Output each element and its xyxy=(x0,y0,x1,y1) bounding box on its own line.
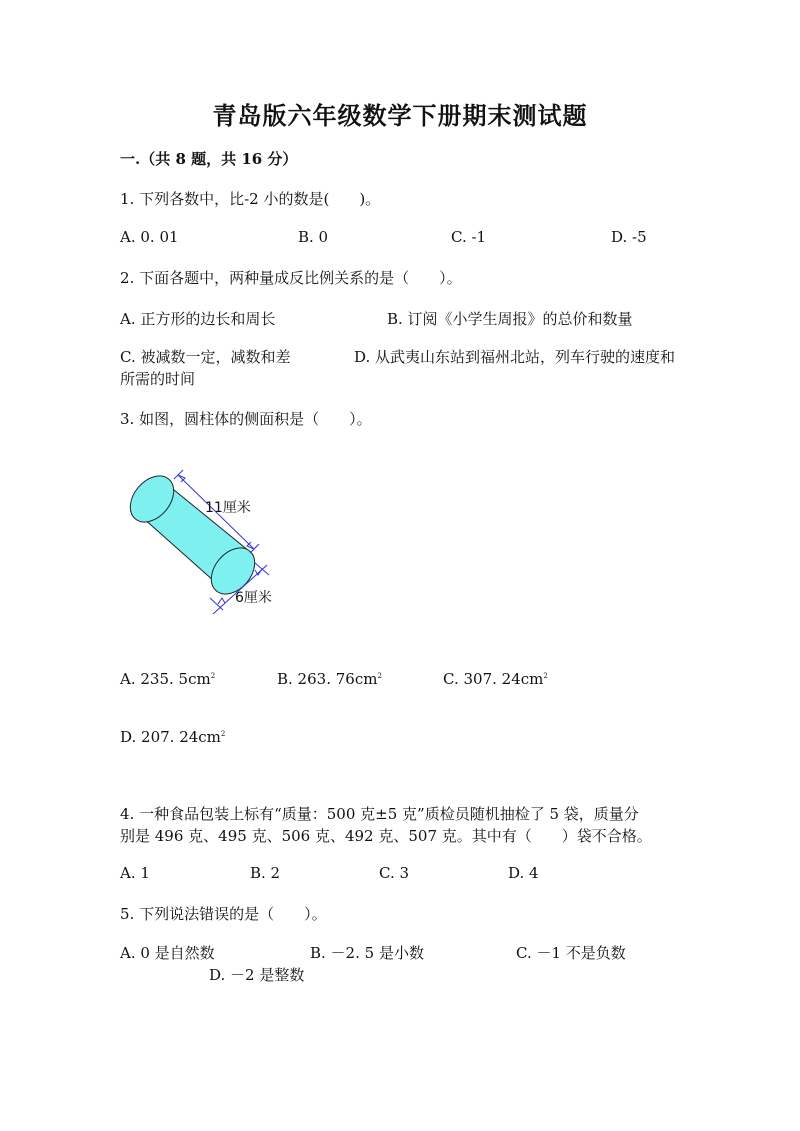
q2-option-b: B. 订阅《小学生周报》的总价和数量 xyxy=(387,310,633,328)
q1-option-b: B. 0 xyxy=(298,228,329,246)
question-4-stem-line-1: 4. 一种食品包装上标有“质量：500 克±5 克”质检员随机抽检了 5 袋，质量分 xyxy=(120,805,639,823)
q3-option-a: A. 235. $5cm^2$ xyxy=(120,670,216,688)
section-heading: 一.（共 8 题，共 16 分） xyxy=(120,150,298,168)
diameter-label: 6厘米 xyxy=(235,590,272,606)
q1-option-a: A. 0. 01 xyxy=(120,228,179,246)
q5-option-c: C. －1 不是负数 xyxy=(516,944,626,962)
q4-option-c: C. 3 xyxy=(379,864,410,882)
question-5-stem: 5. 下列说法错误的是（ ）。 xyxy=(120,905,327,923)
length-label: 11厘米 xyxy=(205,500,251,516)
q1-option-c: C. -1 xyxy=(451,228,487,246)
q4-option-b: B. 2 xyxy=(250,864,281,882)
q3-option-b: B. 263. $76cm^2$ xyxy=(277,670,382,688)
q4-option-d: D. 4 xyxy=(508,864,539,882)
q4-option-a: A. 1 xyxy=(120,864,150,882)
question-1-stem: 1. 下列各数中，比-2 小的数是( )。 xyxy=(120,190,381,208)
question-2-stem: 2. 下面各题中，两种量成反比例关系的是（ ）。 xyxy=(120,269,462,287)
q3-option-c: C. 307. $24cm^2$ xyxy=(443,670,548,688)
q5-option-d: D. －2 是整数 xyxy=(209,966,305,984)
cylinder-figure xyxy=(120,462,300,627)
q3-option-d: D. 207. $24cm^2$ xyxy=(120,728,226,746)
q5-option-b: B. －2. 5 是小数 xyxy=(310,944,424,962)
q2-option-d: D. 从武夷山东站到福州北站，列车行驶的速度和所需的时间 xyxy=(120,348,676,388)
question-4-stem-line-2: 别是 496 克、495 克、506 克、492 克、507 克。其中有（ ）袋不合格。 xyxy=(120,827,652,845)
q2-option-a: A. 正方形的边长和周长 xyxy=(120,310,276,328)
q5-option-a: A. 0 是自然数 xyxy=(120,944,215,962)
q2-option-c: C. 被减数一定，减数和差 xyxy=(120,348,291,366)
cylinder-body xyxy=(121,468,263,603)
question-3-stem: 3. 如图，圆柱体的侧面积是（ ）。 xyxy=(120,410,372,428)
page-title: 青岛版六年级数学下册期末测试题 xyxy=(212,101,588,130)
q1-option-d: D. -5 xyxy=(611,228,647,246)
